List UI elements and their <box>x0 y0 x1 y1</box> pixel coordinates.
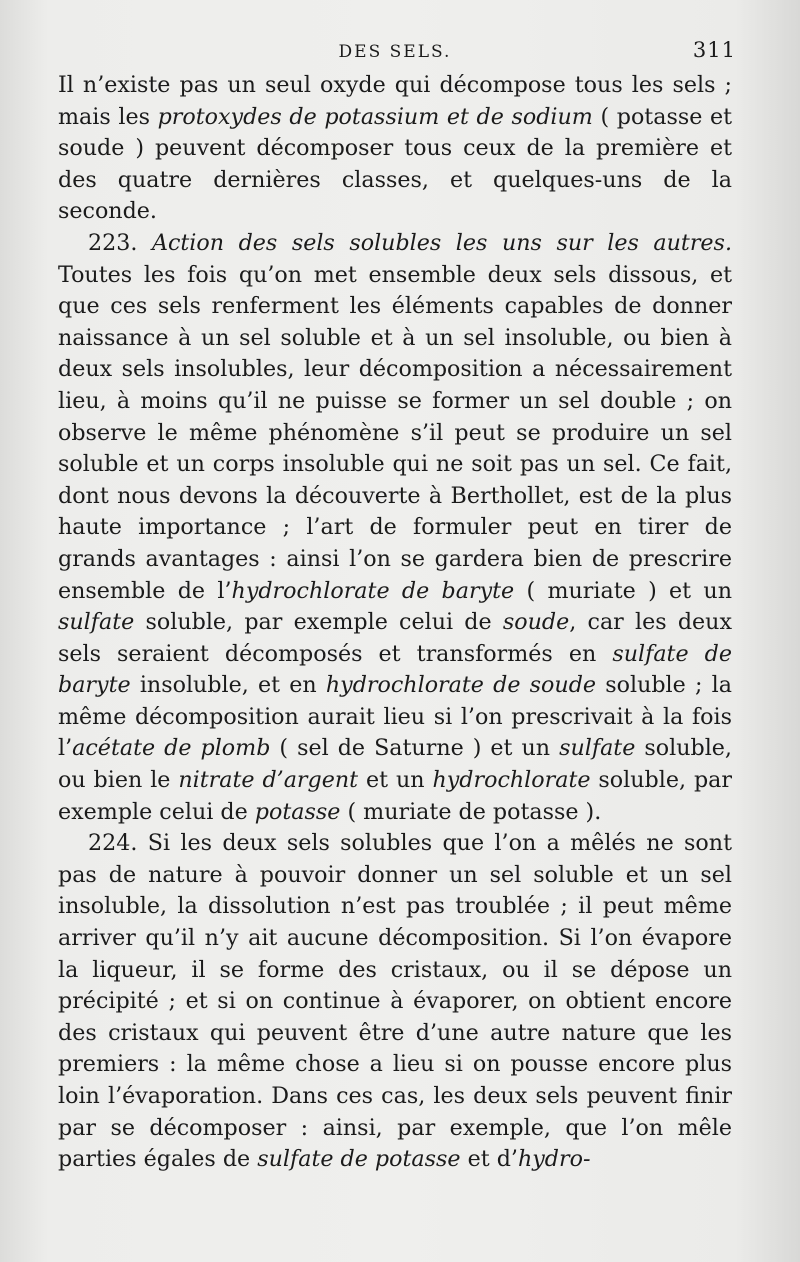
italic-term: sulfate <box>559 735 636 762</box>
paragraph <box>58 828 732 1176</box>
paragraph <box>58 228 732 828</box>
body-text <box>58 70 732 1176</box>
text-run: 223. <box>88 229 152 256</box>
text-run: soluble ; la même décomposition aurait lieu si l’on prescrivait à la fois l’ <box>58 672 732 762</box>
italic-term: nitrate d’argent <box>178 767 359 794</box>
italic-term: acétate de plomb <box>72 735 271 762</box>
text-run: ( potasse et soude ) peuvent décomposer tous ceux de la première et des quatre dernières classes, et quelques-uns de la seconde. <box>58 103 733 225</box>
text-run: insoluble, et en <box>130 672 326 699</box>
text-run: soluble, par exemple celui de <box>134 609 503 636</box>
text-run: Il n’existe pas un seul oxyde qui décompose tous les sels ; mais les <box>58 72 732 130</box>
text-run: ( sel de Saturne ) et un <box>270 735 560 762</box>
running-title: DES SELS. <box>338 42 452 62</box>
text-run: soluble, par exemple celui de <box>58 767 732 825</box>
text-run: , car les deux sels seraient décomposés et transformés en <box>58 609 732 667</box>
text-run: soluble, ou bien le <box>58 735 732 794</box>
text-run: et d’ <box>460 1146 518 1173</box>
page-number: 311 <box>692 38 736 62</box>
italic-term: hydrochlorate de soude <box>325 672 597 699</box>
italic-term: hydrochlorate <box>432 767 591 794</box>
italic-term: potasse <box>254 798 341 825</box>
text-run: ( muriate ) et un <box>514 577 732 604</box>
italic-term: hydro- <box>517 1146 591 1173</box>
italic-term: Action des sels solubles les uns sur les autres. <box>151 229 732 256</box>
text-run: et un <box>358 767 433 794</box>
italic-term: soude <box>502 609 570 636</box>
italic-term: sulfate de baryte <box>58 640 732 699</box>
italic-term: sulfate <box>58 609 135 636</box>
text-run: Toutes les fois qu’on met ensemble deux sels dissous, et que ces sels renferment les éléments capables de donner naissance à un sel soluble et à un sel insoluble, ou bien à deux sels insolubles, leur décomposition a nécessairement lieu, à moins qu’il ne puisse se former un sel double ; on observe le même phénomène s’il peut se produire un sel soluble et un corps insoluble qui ne soit pas un sel. Ce fait, dont nous devons la découverte à Berthollet, est de la plus haute importance ; l’art de formuler peut en tirer de grands avantages : ainsi l’on se gardera bien de prescrire ensemble de l’ <box>58 261 732 604</box>
italic-term: hydrochlorate de baryte <box>231 577 515 604</box>
running-header <box>58 36 736 66</box>
paragraph <box>58 70 732 228</box>
italic-term: protoxydes de potassium et de sodium <box>157 103 593 130</box>
text-run: 224. Si les deux sels solubles que l’on a mêlés ne sont pas de nature à pouvoir donner un sel soluble et un sel insoluble, la dissolution n’est pas troublée ; il peut même arriver qu’il n’y ait aucune décomposition. Si l’on évapore la liqueur, il se forme des cristaux, ou il se dépose un précipité ; et si on continue à évaporer, on obtient encore des cristaux qui peuvent être d’une autre nature que les premiers : la même chose a lieu si on pousse encore plus loin l’évaporation. Dans ces cas, les deux sels peuvent finir par se décomposer : ainsi, par exemple, que l’on mêle parties égales de <box>58 830 732 1173</box>
text-run: ( muriate de potasse ). <box>340 798 602 825</box>
italic-term: sulfate de potasse <box>257 1146 461 1173</box>
